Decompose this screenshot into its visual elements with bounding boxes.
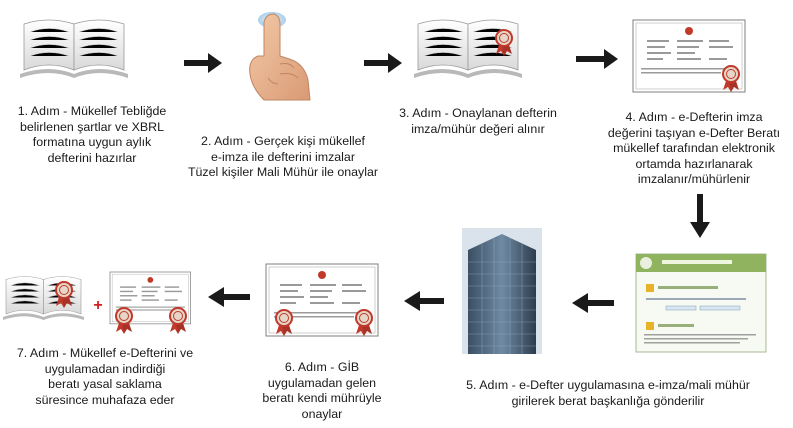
plus-sign: + [93,297,103,314]
open-book-icon [20,20,128,78]
book-with-seal-icon [414,20,522,78]
approved-certificate-icon [266,264,378,336]
step-3-caption: 3. Adım - Onaylanan defterin imza/mühür değeri alınır [399,106,557,136]
building-icon [462,228,542,354]
arrow-right-icon [364,53,402,73]
step-6-caption: 6. Adım - GİB uygulamadan gelen beratı kendi mührüyle onaylar [262,360,382,421]
finger-touch-icon [250,12,310,100]
step-4-caption: 4. Adım - e-Defterin imza değerini taşıyan e-Defter Beratı mükellef tarafından elektronik ortamda hazırlanarak imzalanır/mühürlenir [607,110,781,186]
book-plus-certificate-icon [3,272,191,334]
certificate-document-icon [633,20,745,92]
arrow-left-icon [208,287,250,307]
step-1-caption: 1. Adım - Mükellef Tebliğde belirlenen şartlar ve XBRL formatına uygun aylık defterini hazırlar [17,104,167,165]
web-application-screen-icon [636,254,766,352]
step-5-caption: 5. Adım - e-Defter uygulamasına e-imza/mali mühür girilerek berat başkanlığa gönderilir [466,378,750,408]
arrow-left-icon [572,293,614,313]
arrow-right-icon [576,49,618,69]
arrow-right-icon [184,53,222,73]
step-7-caption: 7. Adım - Mükellef e-Defterini ve uygulamadan indirdiği beratı yasal saklama süresince muhafaza eder [16,346,194,407]
step-2-caption: 2. Adım - Gerçek kişi mükellef e-imza ile defterini imzalar Tüzel kişiler Mali Mühür ile onaylar [187,134,379,179]
arrow-left-icon [404,291,444,311]
arrow-down-icon [690,194,710,238]
